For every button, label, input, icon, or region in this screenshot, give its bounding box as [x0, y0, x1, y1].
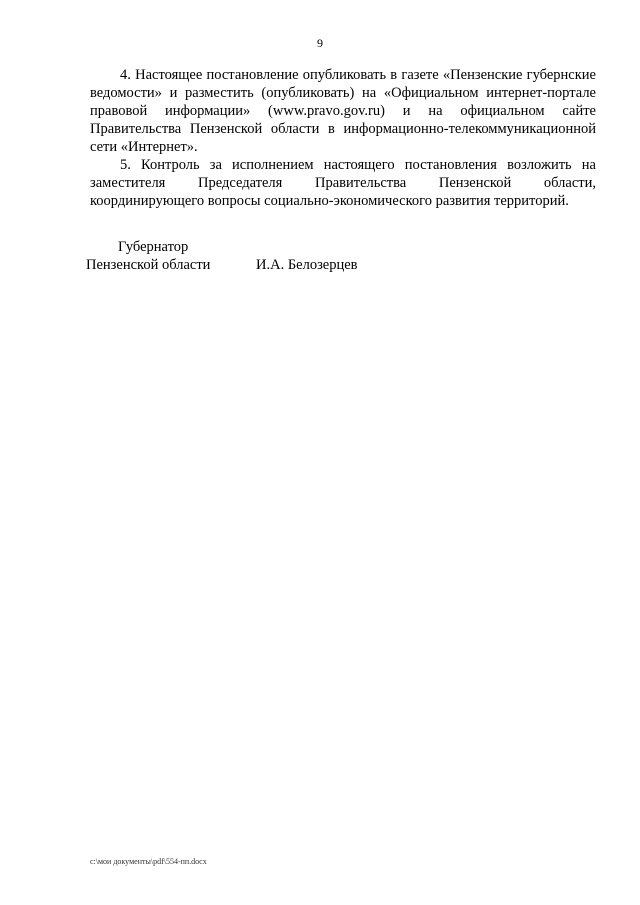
- page-number: 9: [317, 36, 323, 50]
- paragraph-publication: 4. Настоящее постановление опубликовать в газете «Пензенские губернские ведомости» и разместить (опубликовать) на «Официальном интернет-портале правовой информации» (www.pravo.gov.ru) и на официальном сайте Правительства Пензенской области в информационно-телекоммуникационной сети «Интернет».: [90, 67, 596, 155]
- signature-title-line1: Губернатор: [118, 239, 189, 255]
- signature-title-line2: Пензенской области: [86, 257, 211, 273]
- signature-name: И.А. Белозерцев: [256, 257, 358, 273]
- signature-block: [0, 238, 640, 278]
- paragraph-control: 5. Контроль за исполнением настоящего постановления возложить на заместителя Председателя Правительства Пензенской области, координирующего вопросы социально-экономического развития территорий.: [90, 157, 596, 209]
- footer-file-path: c:\мои документы\pdf\554-пп.docx: [90, 857, 207, 866]
- body-text: [90, 66, 596, 210]
